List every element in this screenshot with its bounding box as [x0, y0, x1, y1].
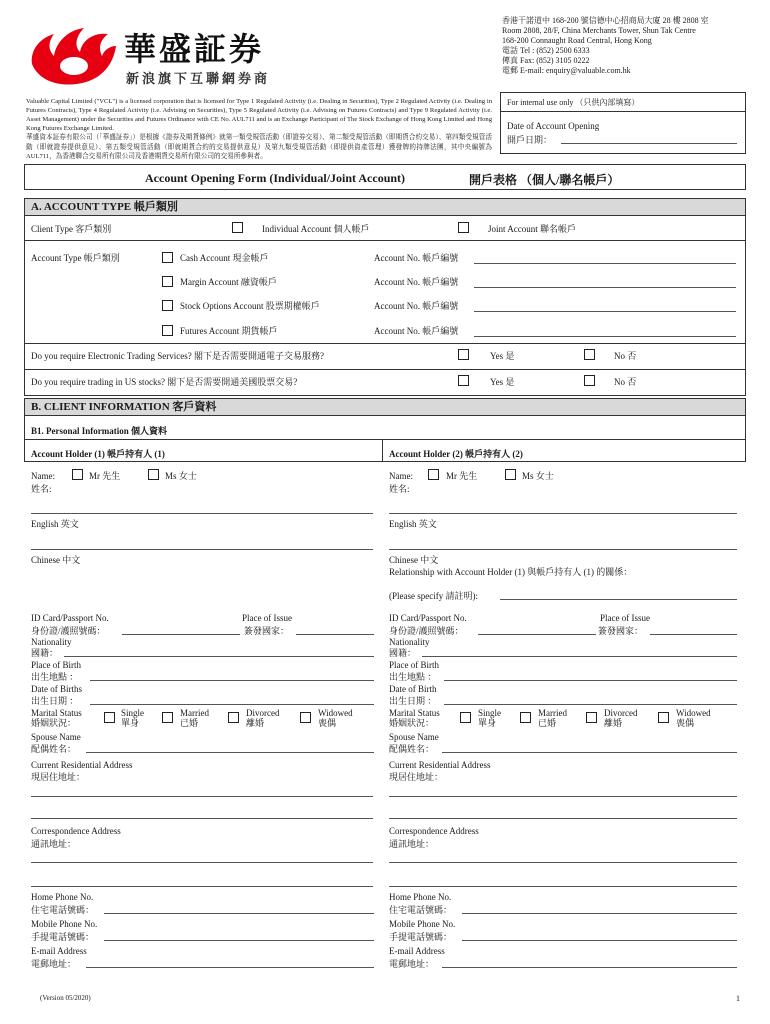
h1-chinese-name-field[interactable]	[31, 549, 373, 550]
joint-checkbox[interactable]	[458, 222, 469, 233]
h2-widowed-label: Widowed	[676, 708, 711, 718]
h2-home-phone-field[interactable]	[462, 913, 737, 914]
h1-mobile-field[interactable]	[104, 940, 374, 941]
h1-widowed-checkbox[interactable]	[300, 712, 311, 723]
stock-options-no-field[interactable]	[474, 311, 736, 312]
futures-account-checkbox[interactable]	[162, 325, 173, 336]
address-line: 傳真 Fax: (852) 3105 0222	[502, 56, 590, 65]
stock-options-no-label: Account No. 帳戶編號	[374, 301, 459, 311]
h2-residential-field-2[interactable]	[389, 818, 737, 819]
h2-pob-label-zh: 出生地點 ：	[389, 672, 437, 682]
h2-home-phone-label: Home Phone No.	[389, 892, 452, 902]
address-line: 香港干諾道中 168-200 號信德中心招商局大廈 28 樓 2808 室	[502, 16, 709, 25]
h2-dob-field[interactable]	[444, 704, 737, 705]
holders-header-row	[24, 440, 746, 462]
h1-pob-label: Place of Birth	[31, 660, 81, 670]
stock-options-label: Stock Options Account 股票期權帳戶	[180, 301, 320, 311]
futures-account-no-field[interactable]	[474, 336, 736, 337]
h2-issue-label: Place of Issue	[600, 613, 650, 623]
section-b-title: B. CLIENT INFORMATION 客戶資料	[31, 401, 217, 413]
h2-relationship-label: Relationship with Account Holder (1) 與帳戶持有人 (1) 的關係：	[389, 567, 633, 577]
h2-divorced-checkbox[interactable]	[586, 712, 597, 723]
h2-email-label-zh: 電郵地址：	[389, 959, 435, 969]
h1-single-label-zh: 單身	[121, 718, 140, 728]
h2-relationship-field[interactable]	[500, 599, 737, 600]
h1-name-label: Name:	[31, 471, 55, 481]
company-address	[502, 16, 752, 76]
form-title-zh: 開戶表格 （個人/聯名帳戶）	[469, 173, 620, 187]
logo-subtitle: 新浪旗下互聯網券商	[126, 72, 271, 87]
h1-spouse-field[interactable]	[86, 752, 374, 753]
h2-married-label: Married	[538, 708, 567, 718]
date-opening-label-zh: 開戶日期：	[507, 135, 553, 145]
h2-widowed-checkbox[interactable]	[658, 712, 669, 723]
margin-account-no-label: Account No. 帳戶編號	[374, 277, 459, 287]
h2-marital-label-zh: 婚姻狀況：	[389, 718, 435, 728]
h2-mobile-label: Mobile Phone No.	[389, 919, 456, 929]
h2-email-field[interactable]	[442, 967, 737, 968]
h1-issue-field[interactable]	[296, 634, 374, 635]
address-line: 168-200 Connaught Road Central, Hong Kong	[502, 36, 652, 45]
h1-dob-label-zh: 出生日期 ：	[31, 696, 79, 706]
h1-id-field[interactable]	[122, 634, 240, 635]
stock-options-checkbox[interactable]	[162, 300, 173, 311]
h2-married-checkbox[interactable]	[520, 712, 531, 723]
h1-dob-field[interactable]	[90, 704, 374, 705]
h2-residential-field[interactable]	[389, 796, 737, 797]
h1-marital-label: Marital Status	[31, 708, 82, 718]
h1-pob-label-zh: 出生地點 ：	[31, 672, 79, 682]
h1-single-label: Single	[121, 708, 145, 718]
section-b1-row	[24, 416, 746, 440]
h1-nationality-field[interactable]	[64, 656, 374, 657]
h2-email-label: E-mail Address	[389, 946, 445, 956]
h2-pob-field[interactable]	[444, 680, 737, 681]
h2-ms-label: Ms 女士	[522, 471, 554, 481]
h1-email-label: E-mail Address	[31, 946, 87, 956]
h2-correspondence-label: Correspondence Address	[389, 826, 479, 836]
h1-mr-checkbox[interactable]	[72, 469, 83, 480]
us-no-label: No 否	[614, 377, 637, 387]
company-logo	[26, 20, 122, 88]
divider	[24, 343, 746, 344]
internal-use-box	[500, 92, 746, 154]
h2-single-checkbox[interactable]	[460, 712, 471, 723]
version-label: (Version 05/2020)	[40, 994, 91, 1002]
account-type-label: Account Type 帳戶類別	[31, 253, 120, 263]
h1-english-label: English 英文	[31, 519, 79, 529]
cash-account-label: Cash Account 現金帳戶	[180, 253, 269, 263]
h1-correspondence-field-2[interactable]	[31, 886, 373, 887]
holder2-title: Account Holder (2) 帳戶持有人 (2)	[389, 449, 523, 459]
individual-checkbox[interactable]	[232, 222, 243, 233]
electronic-no-label: No 否	[614, 351, 637, 361]
h1-correspondence-field[interactable]	[31, 862, 373, 863]
form-title-box	[24, 164, 746, 190]
h2-mr-label: Mr 先生	[446, 471, 478, 481]
h1-residential-label-zh: 現居住地址：	[31, 772, 86, 782]
electronic-no-checkbox[interactable]	[584, 349, 595, 360]
h2-mobile-field[interactable]	[462, 940, 737, 941]
h1-mobile-label: Mobile Phone No.	[31, 919, 98, 929]
us-yes-label: Yes 是	[490, 377, 515, 387]
h2-id-label-zh: 身份證/護照號碼：	[389, 626, 464, 636]
h2-pob-label: Place of Birth	[389, 660, 439, 670]
address-line: 電話 Tel : (852) 2500 6333	[502, 46, 590, 55]
divider	[24, 369, 746, 370]
h2-single-label: Single	[478, 708, 502, 718]
h2-english-name-field[interactable]	[389, 513, 737, 514]
us-stocks-question: Do you require trading in US stocks? 閣下是否需要開通美國股票交易?	[31, 377, 298, 387]
h1-nationality-label: Nationality	[31, 637, 72, 647]
h2-dob-label: Date of Birth	[389, 684, 437, 694]
h2-divorced-label-zh: 離婚	[604, 718, 623, 728]
date-opening-label: Date of Account Opening	[507, 121, 600, 131]
h1-home-phone-label-zh: 住宅電話號碼：	[31, 905, 95, 915]
h1-correspondence-label: Correspondence Address	[31, 826, 121, 836]
h2-name-label-zh: 姓名:	[389, 484, 410, 494]
address-line: 電郵 E-mail: enquiry@valuable.com.hk	[502, 66, 631, 75]
section-b-header	[24, 398, 746, 416]
electronic-yes-checkbox[interactable]	[458, 349, 469, 360]
h1-home-phone-field[interactable]	[104, 913, 374, 914]
h2-married-label-zh: 已婚	[538, 718, 557, 728]
h1-residential-field-2[interactable]	[31, 818, 373, 819]
form-title-en: Account Opening Form (Individual/Joint Account)	[145, 171, 406, 185]
cash-account-checkbox[interactable]	[162, 252, 173, 263]
margin-account-no-field[interactable]	[474, 287, 736, 288]
h1-divorced-label: Divorced	[246, 708, 280, 718]
h2-id-field[interactable]	[478, 634, 596, 635]
h1-marital-label-zh: 婚姻狀況：	[31, 718, 77, 728]
us-no-checkbox[interactable]	[584, 375, 595, 386]
h2-nationality-label-zh: 國籍：	[389, 648, 417, 658]
h2-issue-label-zh: 簽發國家：	[598, 626, 644, 636]
us-yes-checkbox[interactable]	[458, 375, 469, 386]
client-type-label: Client Type 客戶類別	[31, 224, 112, 234]
h2-name-label: Name:	[389, 471, 413, 481]
h1-single-checkbox[interactable]	[104, 712, 115, 723]
joint-label: Joint Account 聯名帳戶	[488, 224, 576, 234]
h2-id-label: ID Card/Passport No.	[389, 613, 467, 623]
h1-english-name-field[interactable]	[31, 513, 373, 514]
h2-spouse-field[interactable]	[442, 752, 737, 753]
h1-married-checkbox[interactable]	[162, 712, 173, 723]
page-number: 1	[736, 994, 740, 1003]
h1-issue-label-zh: 簽發國家：	[244, 626, 290, 636]
logo-text: 華盛証券	[124, 30, 265, 68]
individual-label: Individual Account 個人帳戶	[262, 224, 370, 234]
h2-ms-checkbox[interactable]	[505, 469, 516, 480]
h1-divorced-checkbox[interactable]	[228, 712, 239, 723]
h2-english-label: English 英文	[389, 519, 437, 529]
h1-spouse-label-zh: 配偶姓名：	[31, 744, 77, 754]
h2-mobile-label-zh: 手提電話號碼：	[389, 932, 453, 942]
h1-pob-field[interactable]	[90, 680, 374, 681]
electronic-yes-label: Yes 是	[490, 351, 515, 361]
holder-column-divider	[382, 440, 383, 461]
h1-id-label: ID Card/Passport No.	[31, 613, 109, 623]
h1-dob-label: Date of Births	[31, 684, 82, 694]
h2-dob-label-zh: 出生日期 ：	[389, 696, 437, 706]
holder1-title: Account Holder (1) 帳戶持有人 (1)	[31, 449, 165, 459]
cash-account-no-label: Account No. 帳戶編號	[374, 253, 459, 263]
h2-widowed-label-zh: 喪偶	[676, 718, 695, 728]
h1-ms-label: Ms 女士	[165, 471, 197, 481]
h1-spouse-label: Spouse Name	[31, 732, 81, 742]
h2-marital-label: Marital Status	[389, 708, 440, 718]
h1-mobile-label-zh: 手提電話號碼：	[31, 932, 95, 942]
h2-please-specify-label: (Please specify 請註明):	[389, 591, 478, 601]
h2-nationality-field[interactable]	[422, 656, 737, 657]
h1-name-label-zh: 姓名:	[31, 484, 52, 494]
h1-widowed-label-zh: 喪偶	[318, 718, 337, 728]
h1-correspondence-label-zh: 通訊地址：	[31, 839, 77, 849]
h1-id-label-zh: 身份證/護照號碼：	[31, 626, 106, 636]
h2-residential-label-zh: 現居住地址：	[389, 772, 444, 782]
h2-divorced-label: Divorced	[604, 708, 638, 718]
section-a-title: A. ACCOUNT TYPE 帳戶類別	[31, 201, 178, 213]
h2-nationality-label: Nationality	[389, 637, 430, 647]
h1-issue-label: Place of Issue	[242, 613, 292, 623]
h1-email-field[interactable]	[86, 967, 374, 968]
internal-use-label: For internal use only （只供內部填寫）	[507, 98, 640, 107]
margin-account-label: Margin Account 融資帳戶	[180, 277, 277, 287]
address-line: Room 2808, 28/F, China Merchants Tower, Shun Tak Centre	[502, 26, 696, 35]
margin-account-checkbox[interactable]	[162, 276, 173, 287]
futures-account-no-label: Account No. 帳戶編號	[374, 326, 459, 336]
date-opening-field[interactable]	[561, 143, 737, 144]
logo-mark-icon	[26, 20, 122, 88]
h1-email-label-zh: 電郵地址：	[31, 959, 77, 969]
h2-spouse-label: Spouse Name	[389, 732, 439, 742]
h1-ms-checkbox[interactable]	[148, 469, 159, 480]
h2-chinese-label: Chinese 中文	[389, 555, 439, 565]
h1-widowed-label: Widowed	[318, 708, 353, 718]
h2-home-phone-label-zh: 住宅電話號碼：	[389, 905, 453, 915]
b1-title: B1. Personal Information 個人資料	[31, 426, 167, 436]
section-a-header	[24, 198, 746, 216]
h2-chinese-name-field[interactable]	[389, 549, 737, 550]
h2-single-label-zh: 單身	[478, 718, 497, 728]
h1-residential-label: Current Residential Address	[31, 760, 133, 770]
internal-use-divider	[501, 111, 745, 112]
h2-issue-field[interactable]	[650, 634, 737, 635]
h1-home-phone-label: Home Phone No.	[31, 892, 94, 902]
h2-correspondence-field[interactable]	[389, 862, 737, 863]
h1-married-label: Married	[180, 708, 209, 718]
h2-correspondence-label-zh: 通訊地址：	[389, 839, 435, 849]
h1-nationality-label-zh: 國籍：	[31, 648, 59, 658]
h1-divorced-label-zh: 離婚	[246, 718, 265, 728]
futures-account-label: Futures Account 期貨帳戶	[180, 326, 278, 336]
h2-correspondence-field-2[interactable]	[389, 886, 737, 887]
h1-residential-field[interactable]	[31, 796, 373, 797]
cash-account-no-field[interactable]	[474, 263, 736, 264]
h2-spouse-label-zh: 配偶姓名：	[389, 744, 435, 754]
h1-chinese-label: Chinese 中文	[31, 555, 81, 565]
h2-residential-label: Current Residential Address	[389, 760, 491, 770]
h1-married-label-zh: 已婚	[180, 718, 199, 728]
intro-english: Valuable Capital Limited ("VCL") is a licensed corporation that is licensed for Type 1 Regulated Activity (i.e. Dealing in Securities), Type 2 Regulated Activity (i.e. Dealing in Futures Contracts), Type 4 Regulated Activity (i.e. Advising on Securities), Type 5 Regulated Activity (i.e. Advising on Futures Contracts) and Type 9 Regulated Activity (i.e. Asset Management) under the Securities and Futures Ordinance with CE No. AUL711 and is an Exchange Participant of The Stock Exchange of Hong Kong Limited and Hong Kong Futures Exchange Limited.	[26, 98, 492, 132]
intro-chinese: 華盛資本証券有限公司（「華盛証券」）是根據《證券及期貨條例》就第一類受規管活動（即證券交易）、第二類受規管活動（即期貨合約交易）、第四類受規管活動（即就證券提供意見）、第五類受規管活動（即就期貨合約的交易提供意見）及第九類受規管活動（即提供資產管理）獲發牌的持牌法團，其中央編號為 AUL711，為香港聯合交易所有限公司及香港期貨交易所有限公司的交易所參與者。	[26, 134, 492, 160]
divider	[24, 240, 746, 241]
electronic-trading-question: Do you require Electronic Trading Services? 閣下是否需要開通電子交易服務?	[31, 351, 324, 361]
h2-mr-checkbox[interactable]	[428, 469, 439, 480]
h1-mr-label: Mr 先生	[89, 471, 121, 481]
